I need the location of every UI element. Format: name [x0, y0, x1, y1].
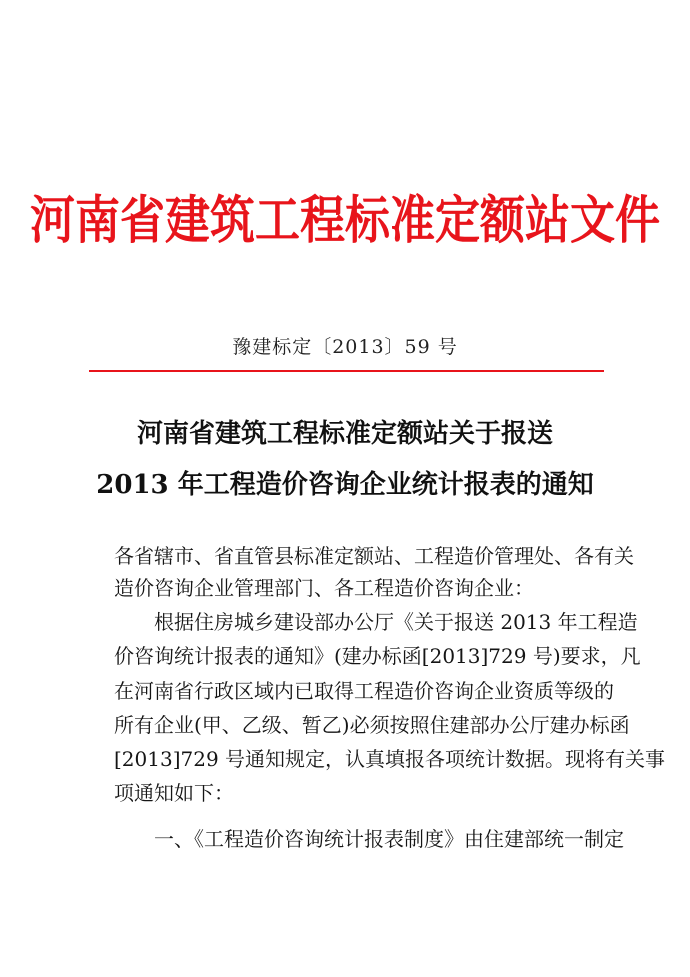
- notice-title-line-2: 2013 年工程造价咨询企业统计报表的通知: [96, 470, 594, 500]
- red-divider-line: [89, 370, 604, 372]
- body-line: [2013]729 号通知规定，认真填报各项统计数据。现将有关事: [114, 747, 666, 771]
- body-line: 根据住房城乡建设部办公厅《关于报送 2013 年工程造: [154, 610, 638, 634]
- body-line: 项通知如下：: [114, 781, 234, 805]
- body-line: 造价咨询企业管理部门、各工程造价咨询企业：: [114, 576, 534, 600]
- notice-title-line-1: 河南省建筑工程标准定额站关于报送: [136, 419, 553, 449]
- body-line: 所有企业(甲、乙级、暂乙)必须按照住建部办公厅建办标函: [114, 713, 630, 737]
- document-number: 豫建标定〔2013〕59 号: [232, 336, 458, 358]
- body-line: 各省辖市、省直管县标准定额站、工程造价管理处、各有关: [114, 544, 634, 568]
- body-line: 价咨询统计报表的通知》(建办标函[2013]729 号)要求，凡: [114, 644, 641, 668]
- body-line: 一、《工程造价咨询统计报表制度》由住建部统一制定: [154, 827, 624, 851]
- body-line: 在河南省行政区域内已取得工程造价咨询企业资质等级的: [114, 679, 614, 703]
- masthead-title: 河南省建筑工程标准定额站文件: [29, 189, 660, 251]
